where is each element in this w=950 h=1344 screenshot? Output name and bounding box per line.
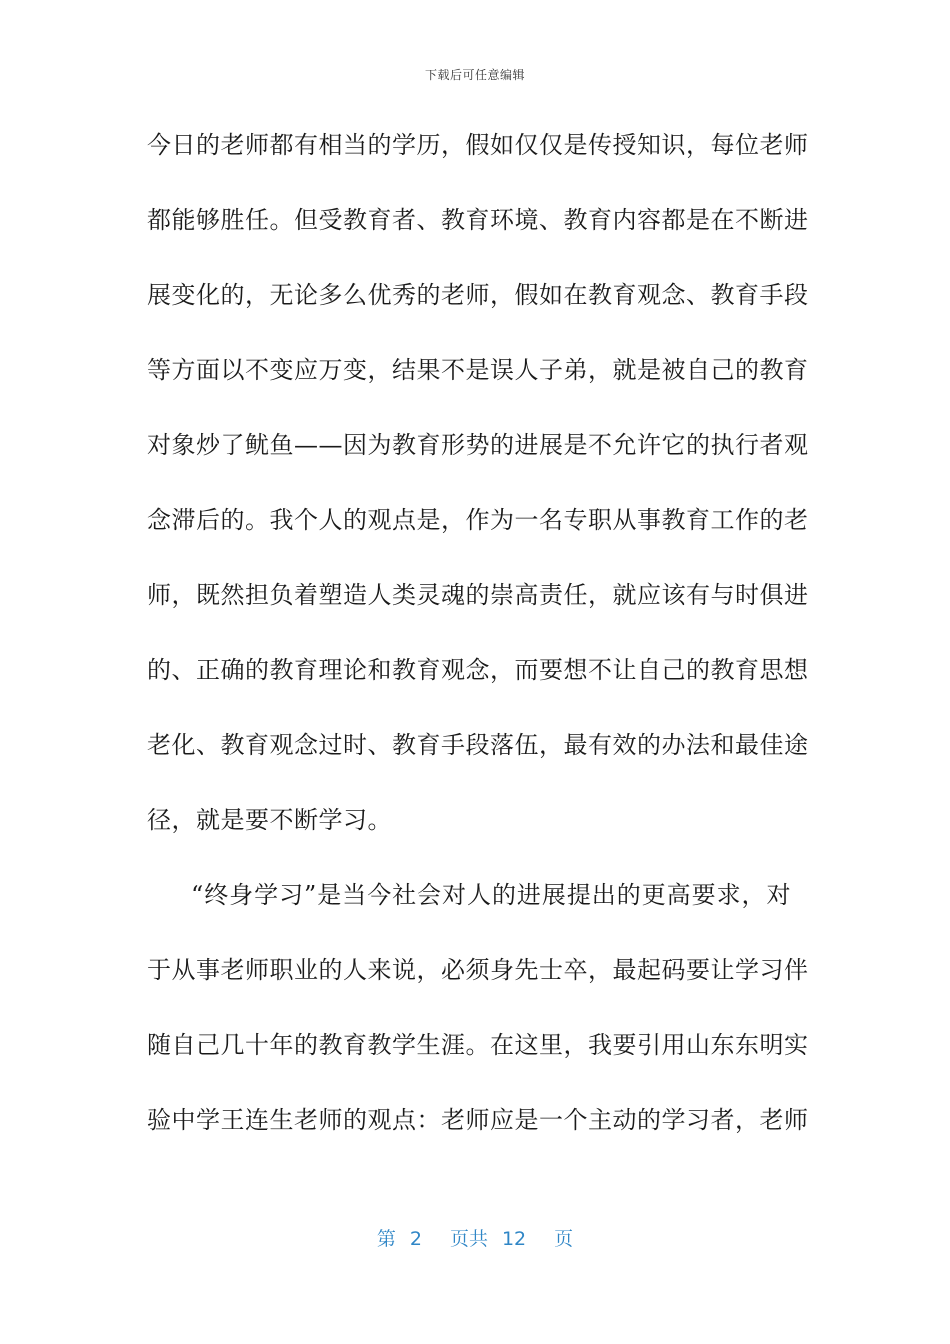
text-line: 念滞后的。我个人的观点是，作为一名专职从事教育工作的老 bbox=[147, 506, 809, 534]
footer-total-pages: 12 bbox=[501, 1228, 527, 1250]
page-header: 下载后可任意编辑 bbox=[424, 68, 525, 82]
footer-middle: 页共 bbox=[449, 1228, 488, 1250]
footer-prefix: 第 bbox=[376, 1228, 396, 1250]
paragraph-1 bbox=[147, 120, 809, 870]
document-body bbox=[147, 120, 809, 1170]
text-line: 径，就是要不断学习。 bbox=[147, 806, 392, 834]
footer-suffix: 页 bbox=[554, 1228, 574, 1250]
page-footer bbox=[0, 1224, 950, 1251]
text-line: 都能够胜任。但受教育者、教育环境、教育内容都是在不断进 bbox=[147, 206, 809, 234]
text-line: 的、正确的教育理论和教育观念，而要想不让自己的教育思想 bbox=[147, 656, 809, 684]
text-line: 展变化的，无论多么优秀的老师，假如在教育观念、教育手段 bbox=[147, 281, 809, 309]
text-line: 随自己几十年的教育教学生涯。在这里，我要引用山东东明实 bbox=[147, 1031, 809, 1059]
text-line: 等方面以不变应万变，结果不是误人子弟，就是被自己的教育 bbox=[147, 356, 809, 384]
text-line: “终身学习”是当今社会对人的进展提出的更高要求，对 bbox=[191, 881, 791, 909]
text-line: 师，既然担负着塑造人类灵魂的崇高责任，就应该有与时俱进 bbox=[147, 581, 809, 609]
footer-page-number: 2 bbox=[409, 1228, 422, 1250]
text-line: 老化、教育观念过时、教育手段落伍，最有效的办法和最佳途 bbox=[147, 731, 809, 759]
text-line: 于从事老师职业的人来说，必须身先士卒，最起码要让学习伴 bbox=[147, 956, 809, 984]
text-line: 验中学王连生老师的观点：老师应是一个主动的学习者，老师 bbox=[147, 1106, 809, 1134]
text-line: 对象炒了鱿鱼——因为教育形势的进展是不允许它的执行者观 bbox=[147, 431, 809, 459]
text-line: 今日的老师都有相当的学历，假如仅仅是传授知识，每位老师 bbox=[147, 131, 809, 159]
paragraph-2 bbox=[147, 870, 809, 1170]
